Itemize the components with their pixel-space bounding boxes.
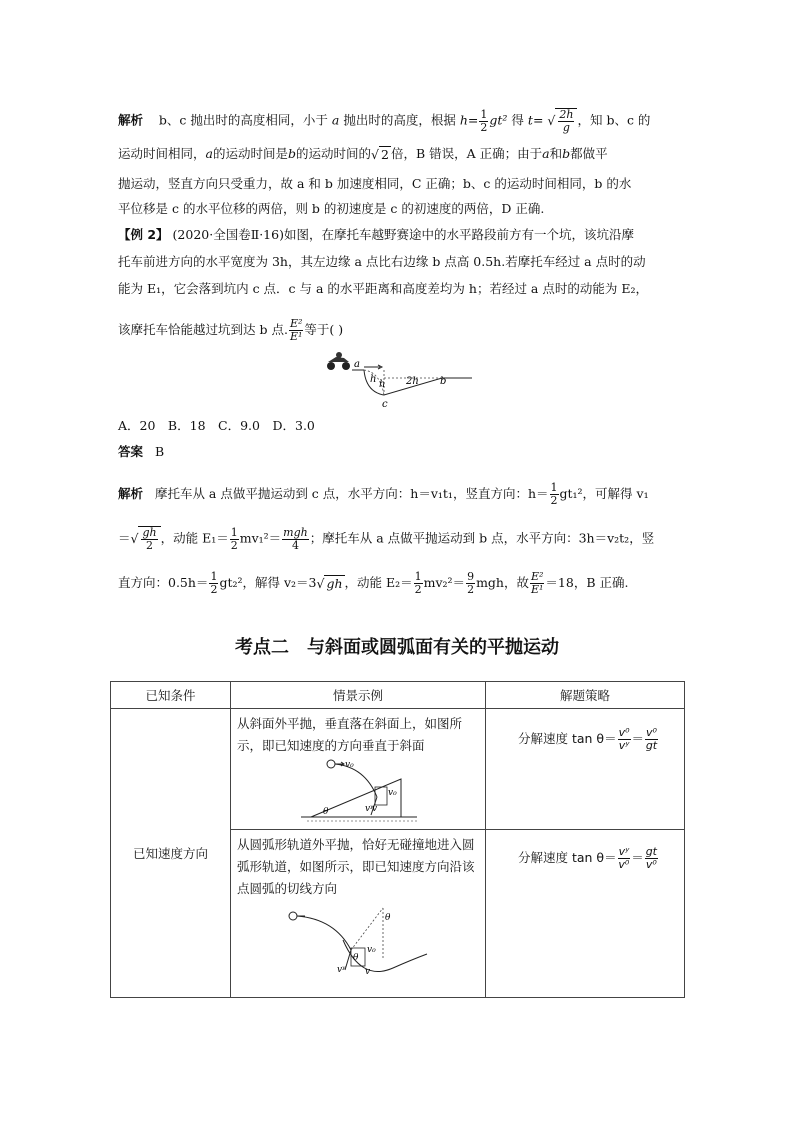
text: = [532, 112, 544, 128]
sqrt: √ $\frac{gh}{2}$ [131, 526, 161, 552]
label-h1: h [370, 374, 377, 385]
fraction [618, 727, 631, 752]
fraction-num: mgh [283, 525, 308, 539]
strategy-formula [486, 830, 684, 871]
fraction [645, 846, 658, 871]
text: ＝18，B 正确. [545, 575, 629, 590]
sqrt: √ $\frac{2h}{g}$ [547, 108, 577, 134]
text: b、c 抛出时的高度相同，小于 [158, 112, 328, 128]
text: ；摩托车从 a 点做平抛运动到 b 点，水平方向：3h＝v₂t₂，竖 [309, 530, 655, 546]
label-theta2: θ [353, 953, 359, 963]
sqrt: √ gh [316, 576, 343, 591]
fraction-num: 2h [559, 108, 574, 121]
example-line1 [118, 227, 634, 243]
section-title: 考点二 与斜面或圆弧面有关的平抛运动 [235, 637, 559, 658]
fraction [230, 527, 239, 552]
fraction [209, 571, 218, 596]
options: A．20 B．18 C．9.0 D．3.0 [118, 418, 315, 433]
pit-figure [322, 350, 472, 410]
fraction-num: v⁰ [646, 726, 657, 739]
text: b [287, 146, 296, 161]
fraction-num: v⁰ [618, 726, 630, 739]
fraction-den: 2 [146, 539, 154, 552]
text: 都做平 [570, 146, 608, 161]
text: 的运动时间的 [296, 146, 372, 161]
text: 分解速度 tan θ＝ [518, 731, 617, 746]
fraction-den: 2 [467, 583, 475, 596]
strategy-table [110, 681, 685, 998]
table-header-cell: 已知条件 [111, 682, 231, 709]
table-row [111, 709, 685, 830]
fraction [550, 482, 559, 507]
label-theta1: θ [385, 913, 391, 923]
fraction [414, 571, 423, 596]
text: mgh，故 [476, 575, 529, 590]
fraction [141, 527, 157, 552]
fraction-den: 2 [230, 538, 238, 552]
motorcycle-icon [327, 352, 350, 370]
text: = [467, 112, 479, 128]
label-h2: h [379, 379, 386, 390]
text: mv₁²＝ [239, 530, 282, 546]
text: mv₂²＝ [423, 575, 466, 590]
fraction-den: 2 [480, 120, 488, 134]
answer-label: 答案 [118, 444, 144, 459]
text: 的运动时间是 [212, 146, 288, 161]
text: a [205, 146, 213, 161]
para2-line2 [118, 526, 654, 552]
label-c: c [382, 399, 388, 410]
fraction-den: vʸ [618, 739, 630, 752]
text: ，动能 E₂＝ [344, 575, 413, 590]
strategy-cell [486, 830, 685, 998]
fraction [479, 109, 488, 134]
answer-value: B [154, 444, 165, 459]
text: h [459, 112, 468, 128]
trajectory [297, 916, 351, 950]
fraction-num: 1 [210, 570, 218, 583]
label-vy: vʸ [365, 804, 374, 814]
text: 直方向：0.5h＝ [118, 575, 209, 590]
label-v0: v₀ [345, 760, 354, 770]
ball-icon [289, 912, 297, 920]
text: 得 [511, 112, 524, 128]
fraction-den: 2 [550, 494, 558, 507]
text: t [527, 112, 533, 128]
label-v0: v₀ [367, 945, 376, 955]
text: 该摩托车恰能越过坑到达 b 点. [118, 322, 288, 337]
text: 运动时间相同， [118, 146, 206, 161]
strategy-formula [486, 709, 684, 752]
example-line4 [118, 318, 343, 343]
fraction [558, 109, 574, 134]
text: a [331, 112, 340, 128]
example-line3: 能为 E₁，它会落到坑内 c 点．c 与 a 的水平距离和高度差均为 h；若经过 a 点时的动能为 E₂， [118, 281, 648, 296]
fraction [530, 571, 544, 596]
radius [351, 908, 383, 950]
fraction-den: v⁰ [645, 858, 657, 871]
fraction [645, 727, 658, 752]
para1-line3: 抛运动，竖直方向只受重力，故 a 和 b 加速度相同，C 正确；b、c 的运动时间相同，b 的水 [118, 176, 632, 191]
sqrt: √ 2 [371, 147, 389, 162]
label-v: v [372, 804, 378, 814]
label-vy: vʸ [337, 965, 346, 975]
answer [118, 444, 164, 460]
fraction-den: 2 [414, 583, 422, 596]
text: 抛出时的高度，根据 [343, 112, 456, 128]
fraction-num: E² [289, 317, 303, 330]
fraction-num: vʸ [618, 845, 630, 858]
fraction [466, 571, 475, 596]
fraction-den: v⁰ [618, 858, 630, 871]
para1-line2 [118, 146, 608, 163]
text: 和 [549, 146, 563, 161]
fraction [618, 846, 631, 871]
table-header-row [111, 682, 685, 709]
fraction-num: 1 [230, 525, 238, 539]
text: ，动能 E₁＝ [160, 530, 229, 546]
label-a: a [354, 359, 360, 370]
fraction-num: gt [645, 845, 657, 858]
table-header-cell: 情景示例 [231, 682, 486, 709]
fraction-den: 4 [291, 538, 299, 552]
fraction-den: 2 [210, 583, 218, 596]
text: ，知 b、c 的 [577, 112, 651, 128]
label-theta: θ [323, 807, 329, 817]
sqrt-radicand: gh [326, 576, 343, 591]
fraction-den: E¹ [289, 330, 303, 343]
fraction-den: g [562, 121, 570, 134]
label-v: v [365, 967, 371, 977]
scene-cell [231, 830, 486, 998]
label-v0-b: v₀ [388, 788, 397, 798]
fraction-num: 1 [550, 481, 558, 494]
text: gt² [489, 112, 508, 128]
text: a [542, 146, 550, 161]
incline-figure [231, 757, 485, 823]
fraction [289, 318, 303, 343]
fraction-num: E² [530, 570, 544, 583]
text: 等于( ) [304, 322, 344, 337]
fraction-den: gt [645, 739, 658, 752]
strategy-cell [486, 709, 685, 830]
example-tag: 【例 2】 [118, 227, 169, 242]
text: b [562, 146, 571, 161]
sqrt-radicand: 2 [380, 147, 389, 162]
text: 摩托车从 a 点做平抛运动到 c 点，水平方向：h＝v₁t₁，竖直方向：h＝ [154, 486, 549, 501]
text: 倍，B 错误，A 正确；由于 [390, 146, 543, 161]
text: gt₁²，可解得 v₁ [559, 486, 649, 501]
para2-line3 [118, 571, 628, 596]
text: ＝ [631, 850, 644, 865]
text: ＝ [631, 731, 645, 746]
para1-line4: 平位移是 c 的水平位移的两倍，则 b 的初速度是 c 的初速度的两倍，D 正确. [118, 201, 545, 216]
arc-figure [231, 900, 485, 978]
text: gt₂²，解得 v₂＝3 [219, 575, 317, 590]
para2-line1 [118, 482, 649, 507]
fraction-den: E¹ [530, 583, 544, 596]
fraction-num: 1 [480, 107, 488, 121]
table-header-cell: 解题策略 [486, 682, 685, 709]
ball-icon [327, 760, 335, 768]
analysis-label: 解析 [118, 112, 144, 128]
scene-cell [231, 709, 486, 830]
scene-text: 从斜面外平抛，垂直落在斜面上，如图所示，即已知速度的方向垂直于斜面 [237, 716, 463, 753]
text: (2020·全国卷Ⅱ·16)如图，在摩托车越野赛途中的水平路段前方有一个坑，该坑沿摩 [172, 227, 634, 242]
text: ＝ [118, 530, 131, 546]
condition-cell: 已知速度方向 [111, 709, 231, 998]
scene-text: 从圆弧形轨道外平抛，恰好无碰撞地进入圆弧形轨道，如图所示，即已知速度方向沿该点圆弧的切线方向 [237, 837, 475, 896]
label-b: b [440, 376, 447, 387]
fraction-num: gh [142, 526, 157, 539]
fraction-num: 1 [414, 570, 422, 583]
label-2h: 2h [406, 376, 419, 387]
fraction-num: 9 [467, 570, 475, 583]
analysis-label: 解析 [118, 486, 144, 501]
fraction [282, 527, 309, 552]
para1-line1 [118, 108, 650, 134]
text: 分解速度 tan θ＝ [518, 850, 617, 865]
example-line2: 托车前进方向的水平宽度为 3h，其左边缘 a 点比右边缘 b 点高 0.5h.若摩托车经过 a 点时的动 [118, 254, 646, 269]
